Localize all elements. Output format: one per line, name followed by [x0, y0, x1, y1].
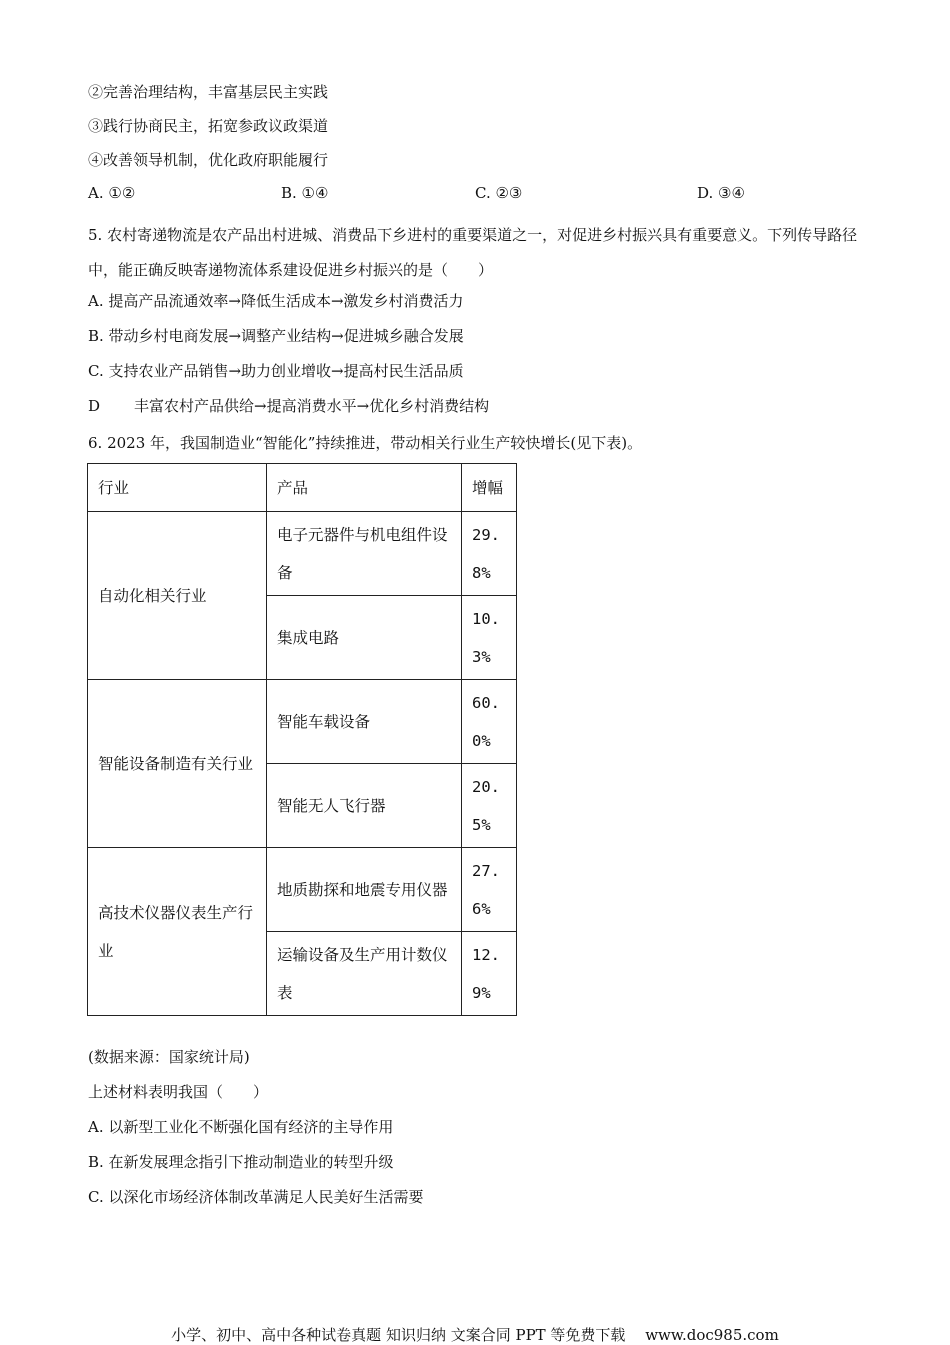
increase-cell: 29.8% [462, 512, 517, 596]
q6-option-b: B. 在新发展理念指引下推动制造业的转型升级 [88, 1153, 394, 1171]
industry-cell: 自动化相关行业 [88, 512, 267, 680]
growth-table [87, 463, 517, 1016]
increase-cell: 20.5% [462, 764, 517, 848]
q6-stem: 6. 2023 年，我国制造业“智能化”持续推进，带动相关行业生产较快增长(见下表)。 [88, 434, 643, 452]
q4-option-d: D. ③④ [697, 184, 745, 202]
header-increase: 增幅 [462, 464, 517, 512]
q6-option-c: C. 以深化市场经济体制改革满足人民美好生活需要 [88, 1188, 424, 1206]
data-source: (数据来源：国家统计局) [88, 1048, 250, 1066]
q6-question: 上述材料表明我国（ ） [88, 1083, 269, 1101]
table-row [88, 512, 517, 596]
q5-option-d-text: 丰富农村产品供给→提高消费水平→优化乡村消费结构 [134, 397, 490, 415]
product-cell: 地质勘探和地震专用仪器 [267, 848, 462, 932]
q5-option-a: A. 提高产品流通效率→降低生活成本→激发乡村消费活力 [88, 292, 464, 310]
product-cell: 电子元器件与机电组件设备 [267, 512, 462, 596]
product-cell: 智能车载设备 [267, 680, 462, 764]
q5-option-d [88, 396, 489, 416]
q4-option-b: B. ①④ [281, 184, 329, 202]
header-product: 产品 [267, 464, 462, 512]
q5-stem: 5. 农村寄递物流是农产品出村进城、消费品下乡进村的重要渠道之一，对促进乡村振兴具有重要意义。下列传导路径中，能正确反映寄递物流体系建设促进乡村振兴的是（ ） [88, 226, 858, 279]
industry-cell: 智能设备制造有关行业 [88, 680, 267, 848]
q4-statement-3: ③践行协商民主，拓宽参政议政渠道 [88, 117, 329, 135]
increase-cell: 60.0% [462, 680, 517, 764]
q4-option-c: C. ②③ [475, 184, 523, 202]
product-cell: 智能无人飞行器 [267, 764, 462, 848]
table-row [88, 680, 517, 764]
page-footer: 小学、初中、高中各种试卷真题 知识归纳 文案合同 PPT 等免费下载 www.doc985.com [171, 1326, 779, 1344]
q5-option-b: B. 带动乡村电商发展→调整产业结构→促进城乡融合发展 [88, 327, 464, 345]
industry-cell: 高技术仪器仪表生产行业 [88, 848, 267, 1016]
increase-cell: 10.3% [462, 596, 517, 680]
q5-option-d-letter: D [88, 397, 101, 415]
q6-option-a: A. 以新型工业化不断强化国有经济的主导作用 [88, 1118, 394, 1136]
q5-option-c: C. 支持农业产品销售→助力创业增收→提高村民生活品质 [88, 362, 464, 380]
q4-statement-2: ②完善治理结构，丰富基层民主实践 [88, 83, 329, 101]
table-header-row [88, 464, 517, 512]
q4-options [88, 184, 868, 206]
product-cell: 集成电路 [267, 596, 462, 680]
increase-cell: 27.6% [462, 848, 517, 932]
increase-cell: 12.9% [462, 932, 517, 1016]
product-cell: 运输设备及生产用计数仪表 [267, 932, 462, 1016]
table-row [88, 848, 517, 932]
header-industry: 行业 [88, 464, 267, 512]
q4-option-a: A. ①② [88, 184, 136, 202]
q4-statement-4: ④改善领导机制，优化政府职能履行 [88, 151, 329, 169]
